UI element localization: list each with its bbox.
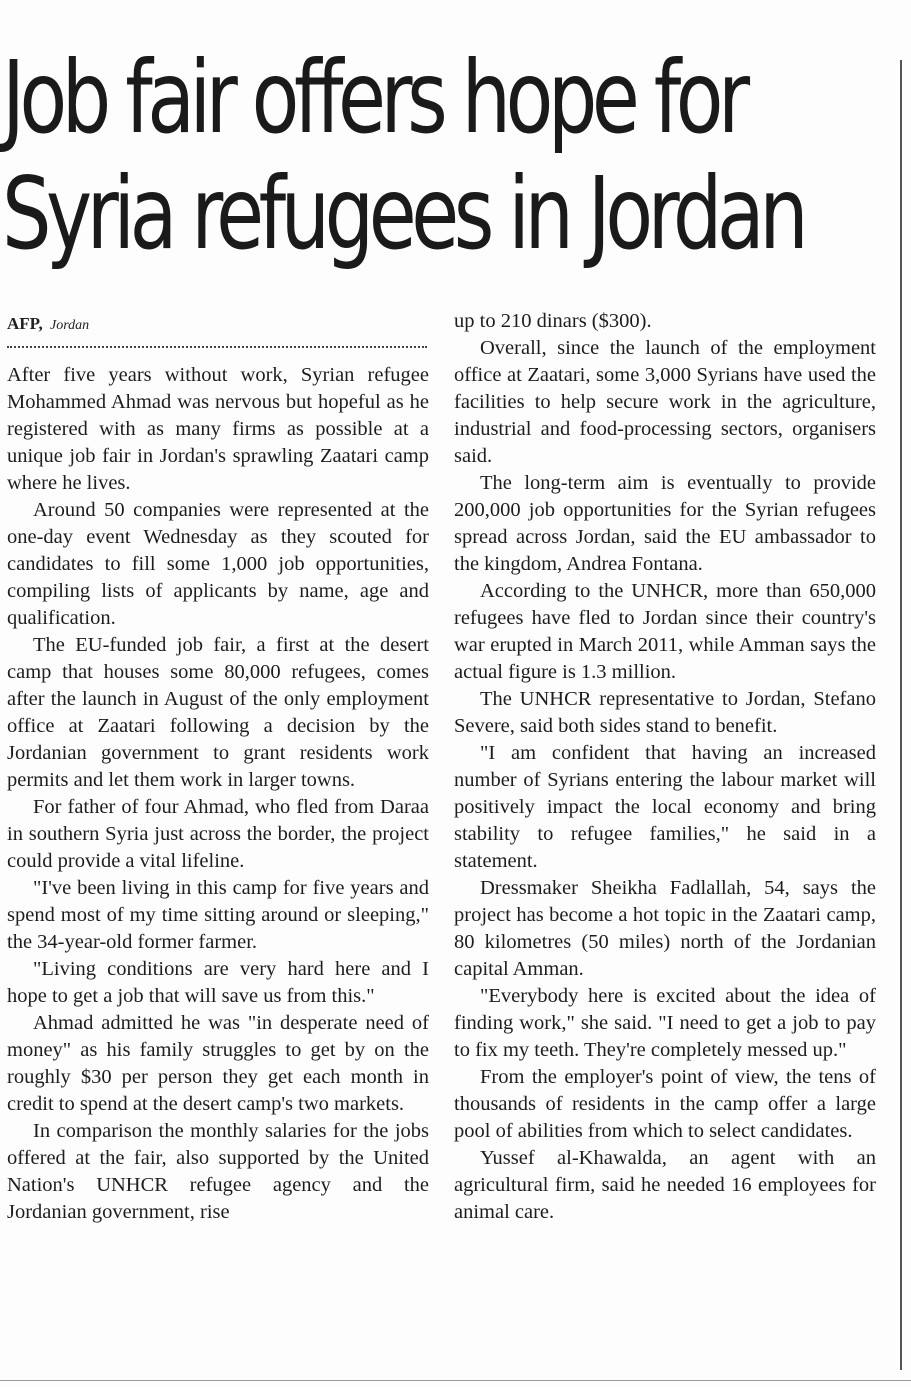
- paragraph: In comparison the monthly salaries for the jobs offered at the fair, also supported by the United Nation's UNHCR refugee agency and the Jordanian government, rise: [7, 1120, 429, 1223]
- headline: [2, 39, 804, 272]
- byline-location: Jordan: [50, 318, 90, 333]
- paragraph: For father of four Ahmad, who fled from Daraa in southern Syria just across the border, the project could provide a vital lifeline.: [7, 796, 429, 872]
- paragraph: The EU-funded job fair, a first at the desert camp that houses some 80,000 refugees, comes after the launch in August of the only employment office at Zaatari following a decision by the Jordanian government to grant residents work permits and let them work in larger towns.: [7, 634, 429, 791]
- dotted-divider: [7, 346, 427, 348]
- paragraph: According to the UNHCR, more than 650,000 refugees have fled to Jordan since their country's war erupted in March 2011, while Amman says the actual figure is 1.3 million.: [454, 580, 876, 683]
- paragraph: Yussef al-Khawalda, an agent with an agricultural firm, said he needed 16 employees for animal care.: [454, 1147, 876, 1223]
- byline-agency: AFP,: [7, 314, 43, 333]
- paragraph: "Living conditions are very hard here and I hope to get a job that will save us from this.": [7, 958, 429, 1007]
- paragraph: The UNHCR representative to Jordan, Stefano Severe, said both sides stand to benefit.: [454, 688, 876, 737]
- paragraph: The long-term aim is eventually to provide 200,000 job opportunities for the Syrian refugees spread across Jordan, said the EU ambassador to the kingdom, Andrea Fontana.: [454, 472, 876, 575]
- paragraph: Around 50 companies were represented at the one-day event Wednesday as they scouted for candidates to fill some 1,000 job opportunities, compiling lists of applicants by name, age and qualification.: [7, 499, 429, 629]
- paragraph: Overall, since the launch of the employment office at Zaatari, some 3,000 Syrians have used the facilities to help secure work in the agriculture, industrial and food-processing sectors, organisers said.: [454, 337, 876, 467]
- paragraph: From the employer's point of view, the tens of thousands of residents in the camp offer a large pool of abilities from which to select candidates.: [454, 1066, 876, 1142]
- paragraph-continuation: up to 210 dinars ($300).: [454, 310, 652, 332]
- bottom-rule: [0, 1380, 911, 1381]
- article-column-left: [7, 362, 429, 1226]
- paragraph: After five years without work, Syrian refugee Mohammed Ahmad was nervous but hopeful as he registered with as many firms as possible at a unique job fair in Jordan's sprawling Zaatari camp where he lives.: [7, 364, 429, 494]
- byline: [7, 314, 89, 334]
- paragraph: Ahmad admitted he was "in desperate need of money" as his family struggles to get by on the roughly $30 per person they get each month in credit to spend at the desert camp's two markets.: [7, 1012, 429, 1115]
- headline-line-2: Syria refugees in Jordan: [2, 155, 804, 272]
- headline-line-1: Job fair offers hope for: [2, 39, 745, 156]
- paragraph: "Everybody here is excited about the idea of finding work," she said. "I need to get a job to pay to fix my teeth. They're completely messed up.": [454, 985, 876, 1061]
- paragraph: "I am confident that having an increased number of Syrians entering the labour market will positively impact the local economy and bring stability to refugee families," he said in a statement.: [454, 742, 876, 872]
- paragraph: "I've been living in this camp for five years and spend most of my time sitting around or sleeping," the 34-year-old former farmer.: [7, 877, 429, 953]
- article-column-right: [454, 308, 876, 1226]
- paragraph: Dressmaker Sheikha Fadlallah, 54, says the project has become a hot topic in the Zaatari camp, 80 kilometres (50 miles) north of the Jordanian capital Amman.: [454, 877, 876, 980]
- column-rule: [900, 60, 902, 1370]
